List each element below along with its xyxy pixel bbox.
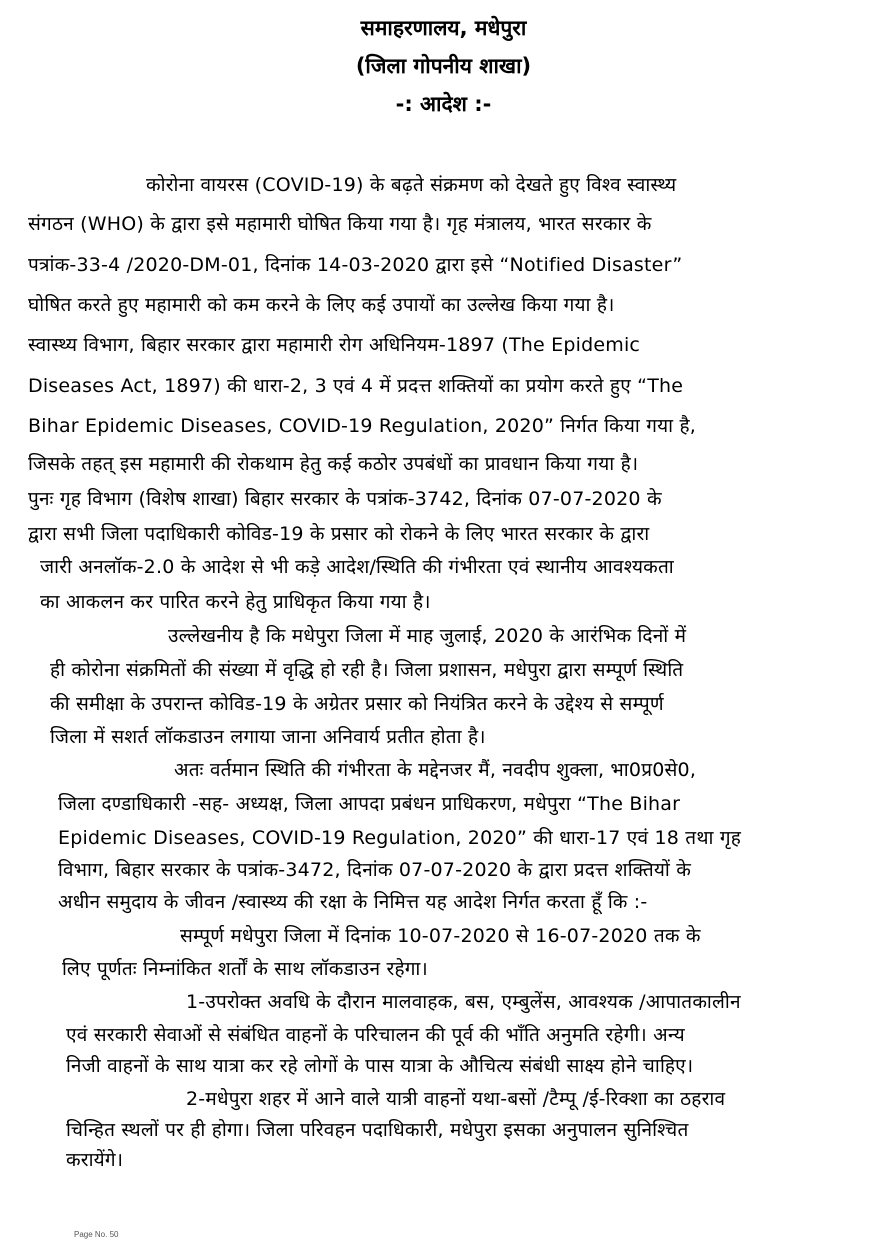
body-line: ही कोरोना संक्रमितों की संख्या में वृद्धि हो रही है। जिला प्रशासन, मधेपुरा द्वारा सम्पूर्ण स्थिति xyxy=(50,659,684,681)
body-line: Diseases Act, 1897) की धारा-2, 3 एवं 4 में प्रदत्त शक्तियों का प्रयोग करते हुए “The xyxy=(28,375,684,397)
body-line: एवं सरकारी सेवाओं से संबंधित वाहनों के परिचालन की पूर्व की भाँति अनुमति रहेगी। अन्य xyxy=(66,1024,685,1046)
body-line: कोरोना वायरस (COVID-19) के बढ़ते संक्रमण को देखते हुए विश्व स्वास्थ्य xyxy=(146,174,677,196)
body-line: जारी अनलॉक-2.0 के आदेश से भी कड़े आदेश/स्थिति की गंभीरता एवं स्थानीय आवश्यकता xyxy=(40,556,674,578)
body-line: विभाग, बिहार सरकार के पत्रांक-3472, दिनांक 07-07-2020 के द्वारा प्रदत्त शक्तियों के xyxy=(58,859,692,881)
body-line: Bihar Epidemic Diseases, COVID-19 Regulation, 2020” निर्गत किया गया है, xyxy=(28,415,697,437)
body-line: सम्पूर्ण मधेपुरा जिला में दिनांक 10-07-2020 से 16-07-2020 तक के xyxy=(180,925,701,947)
body-line: 2-मधेपुरा शहर में आने वाले यात्री वाहनों यथा-बसों /टैम्पू /ई-रिक्शा का ठहराव xyxy=(186,1088,726,1110)
body-line: की समीक्षा के उपरान्त कोविड-19 के अग्रेतर प्रसार को नियंत्रित करने के उद्देश्य से सम्पूर्ण xyxy=(50,693,664,715)
page-number: Page No. 50 xyxy=(74,1230,119,1239)
body-line: अतः वर्तमान स्थिति की गंभीरता के मद्देनजर मैं, नवदीप शुक्ला, भा0प्र0से0, xyxy=(174,759,697,781)
body-line: पत्रांक-33-4 /2020-DM-01, दिनांक 14-03-2020 द्वारा इसे “Notified Disaster” xyxy=(28,254,683,276)
body-line: 1-उपरोक्त अवधि के दौरान मालवाहक, बस, एम्बुलेंस, आवश्यक /आपातकालीन xyxy=(186,991,741,1013)
body-line: लिए पूर्णतः निम्नांकित शर्तों के साथ लॉकडाउन रहेगा। xyxy=(62,958,428,980)
body-line: द्वारा सभी जिला पदाधिकारी कोविड-19 के प्रसार को रोकने के लिए भारत सरकार के द्वारा xyxy=(28,523,650,545)
body-line: अधीन समुदाय के जीवन /स्वास्थ्य की रक्षा के निमित्त यह आदेश निर्गत करता हूँ कि :- xyxy=(58,891,648,913)
body-line: उल्लेखनीय है कि मधेपुरा जिला में माह जुलाई, 2020 के आरंभिक दिनों में xyxy=(168,625,687,647)
body-line: का आकलन कर पारित करने हेतु प्राधिकृत किया गया है। xyxy=(40,591,431,613)
body-line: पुनः गृह विभाग (विशेष शाखा) बिहार सरकार के पत्रांक-3742, दिनांक 07-07-2020 के xyxy=(28,488,662,510)
body-line: Epidemic Diseases, COVID-19 Regulation, 2020” की धारा-17 एवं 18 तथा गृह xyxy=(58,827,742,849)
body-line: करायेंगे। xyxy=(66,1149,124,1171)
body-line: जिला दण्डाधिकारी -सह- अध्यक्ष, जिला आपदा प्रबंधन प्राधिकरण, मधेपुरा “The Bihar xyxy=(58,793,681,815)
body-line: निजी वाहनों के साथ यात्रा कर रहे लोगों के पास यात्रा के औचित्य संबंधी साक्ष्य होने चाहिए। xyxy=(66,1055,694,1077)
body-line: संगठन (WHO) के द्वारा इसे महामारी घोषित किया गया है। गृह मंत्रालय, भारत सरकार के xyxy=(28,213,652,235)
office-title: समाहरणालय, मधेपुरा xyxy=(360,16,527,40)
body-line: स्वास्थ्य विभाग, बिहार सरकार द्वारा महामारी रोग अधिनियम-1897 (The Epidemic xyxy=(28,334,641,356)
branch-title: (जिला गोपनीय शाखा) xyxy=(355,54,532,78)
body-line: घोषित करते हुए महामारी को कम करने के लिए कई उपायों का उल्लेख किया गया है। xyxy=(28,294,615,316)
body-line: जिला में सशर्त लॉकडाउन लगाया जाना अनिवार्य प्रतीत होता है। xyxy=(50,726,486,748)
order-title: -: आदेश :- xyxy=(395,92,492,116)
body-line: चिन्हित स्थलों पर ही होगा। जिला परिवहन पदाधिकारी, मधेपुरा इसका अनुपालन सुनिश्चित xyxy=(66,1119,689,1141)
body-line: जिसके तहत् इस महामारी की रोकथाम हेतु कई कठोर उपबंधों का प्रावधान किया गया है। xyxy=(28,453,639,475)
